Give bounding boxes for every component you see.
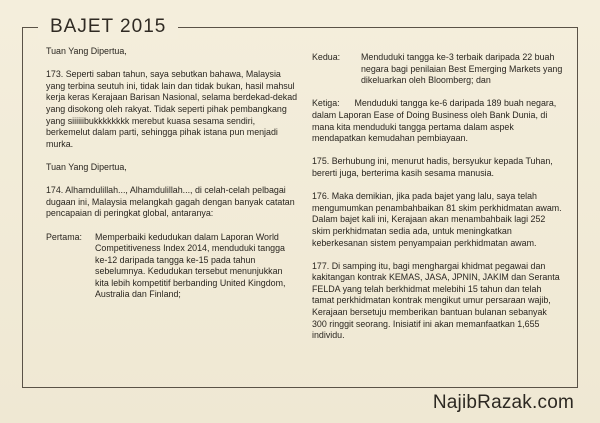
- right-column: [312, 52, 564, 353]
- list-item-label: Kedua:: [312, 52, 341, 62]
- salutation: Tuan Yang Dipertua,: [46, 46, 127, 56]
- paragraph-174: 174. Alhamdulillah..., Alhamdulillah..., di celah-celah pelbagai dugaan ini, Malaysia melangkah gagah dengan banyak catatan pencapaian di peringkat global, antaranya:: [46, 185, 295, 219]
- salutation: Tuan Yang Dipertua,: [46, 161, 127, 172]
- list-item-label: Pertama:: [46, 231, 83, 242]
- list-item-ketiga: [312, 98, 564, 144]
- list-item-text: Memperbaiki kedudukan dalam Laporan World Competitiveness Index 2014, menduduki tangga ke-12 daripada tangga ke-15 pada tahun sebelumnya. Kedudukan tersebut menunjukkan kita lebih kompetitif berbanding United Kingdom, Australia dan Finland;: [95, 231, 286, 300]
- list-item-pertama: [46, 232, 298, 302]
- website-link[interactable]: NajibRazak.com: [432, 392, 574, 413]
- paragraph-176: 176. Maka demikian, jika pada bajet yang lalu, saya telah mengumumkan penambahbaikan 81 skim perkhidmatan awam. Dalam bajet kali ini, Kerajaan akan menambahbaik lagi 252 skim perkhidmatan sedia ada, untuk meningkatkan keberkesanan sistem penyampaian perkhidmatan awam.: [312, 191, 562, 248]
- list-item-label: Ketiga:: [312, 98, 340, 109]
- paragraph-175: 175. Berhubung ini, menurut hadis, bersyukur kepada Tuhan, bererti juga, berterima kasih sesama manusia.: [312, 156, 553, 178]
- page-title: BAJET 2015: [38, 15, 178, 39]
- list-item-text: Menduduki tangga ke-3 terbaik daripada 22 buah negara bagi penilaian Best Emerging Markets yang dikeluarkan oleh Bloomberg; dan: [361, 52, 563, 86]
- list-item-kedua: [312, 52, 564, 87]
- left-column: [46, 46, 298, 313]
- paragraph-177: 177. Di samping itu, bagi menghargai khidmat pegawai dan kakitangan kontrak KEMAS, JASA, JPNIN, JAKIM dan Seranta FELDA yang telah berkhidmat melebihi 15 tahun dan telah tamat perkhidmatan kontrak mengikut umur persaraan wajib, Kerajaan bersetuju memberikan bantuan bulanan sebanyak 300 ringgit seorang. Inisiatif ini akan memanfaatkan 1,655 individu.: [312, 260, 560, 341]
- list-item-text: Menduduki tangga ke-6 daripada 189 buah negara, dalam Laporan Ease of Doing Business oleh Bank Dunia, di mana kita menduduki tangga pertama dalam aspek mendapatkan kemudahan pembiayaan.: [312, 98, 557, 144]
- paragraph-173: 173. Seperti saban tahun, saya sebutkan bahawa, Malaysia yang terbina seutuh ini, tidak lain dan tidak bukan, hasil mahsul kerja keras Kerajaan Barisan Nasional, selama berdekad-dekad yang disokong oleh rakyat. Tidak seperti pihak pembangkang yang siiiiiibukkkkkkkk merebut kuasa sesama sendiri, berkemelut dalam parti, sehingga pihak istana pun menjadi murka.: [46, 69, 298, 149]
